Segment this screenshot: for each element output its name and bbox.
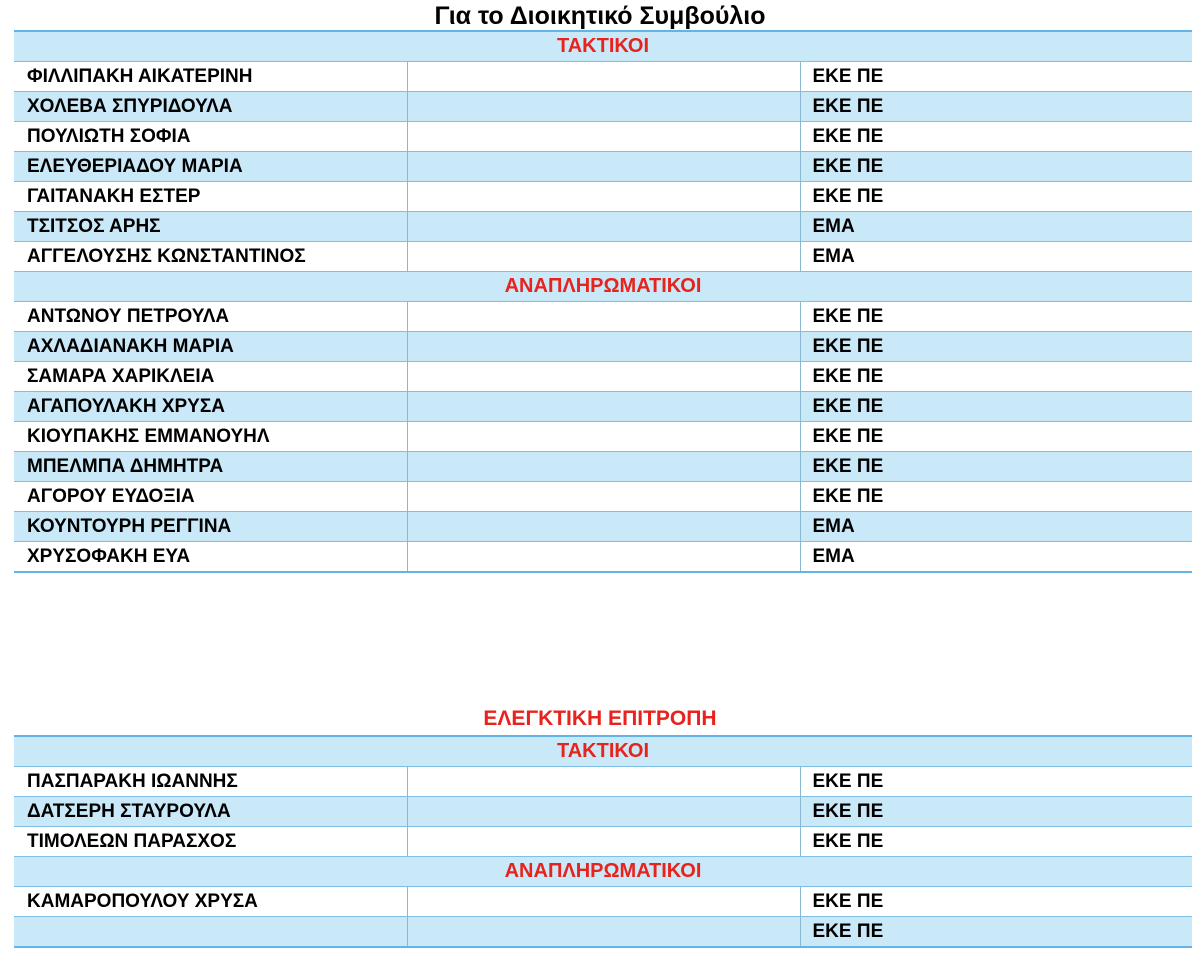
member-row (14, 332, 1192, 362)
member-union: ΕΚΕ ΠΕ (800, 887, 1192, 917)
board-regular-label: ΤΑΚΤΙΚΟΙ (14, 31, 1192, 62)
board-title: Για το Διοικητικό Συμβούλιο (434, 2, 766, 30)
empty-cell (407, 362, 800, 392)
empty-cell (407, 212, 800, 242)
member-union: ΕΜΑ (800, 542, 1192, 573)
member-name: ΚΑΜΑΡΟΠΟΥΛΟΥ ΧΡΥΣΑ (14, 887, 407, 917)
member-row (14, 92, 1192, 122)
member-row (14, 767, 1192, 797)
empty-cell (407, 827, 800, 857)
empty-cell (407, 452, 800, 482)
member-row (14, 887, 1192, 917)
member-union: ΕΜΑ (800, 512, 1192, 542)
member-union: ΕΚΕ ΠΕ (800, 362, 1192, 392)
member-name: ΧΟΛΕΒΑ ΣΠΥΡΙΔΟΥΛΑ (14, 92, 407, 122)
empty-cell (407, 122, 800, 152)
member-name: ΑΓΟΡΟΥ ΕΥΔΟΞΙΑ (14, 482, 407, 512)
member-row (14, 482, 1192, 512)
member-name: ΧΡΥΣΟΦΑΚΗ ΕΥΑ (14, 542, 407, 573)
empty-cell (407, 767, 800, 797)
member-row (14, 122, 1192, 152)
empty-cell (407, 182, 800, 212)
empty-cell (407, 542, 800, 573)
empty-cell (407, 332, 800, 362)
member-row (14, 182, 1192, 212)
board-alternates-label: ΑΝΑΠΛΗΡΩΜΑΤΙΚΟΙ (14, 272, 1192, 302)
member-row (14, 452, 1192, 482)
empty-cell (407, 512, 800, 542)
board-regular-header (14, 31, 1192, 62)
member-row (14, 152, 1192, 182)
member-name: ΓΑΙΤΑΝΑΚΗ ΕΣΤΕΡ (14, 182, 407, 212)
member-union: ΕΚΕ ΠΕ (800, 332, 1192, 362)
member-name: ΚΙΟΥΠΑΚΗΣ ΕΜΜΑΝΟΥΗΛ (14, 422, 407, 452)
member-name: ΤΣΙΤΣΟΣ ΑΡΗΣ (14, 212, 407, 242)
member-row (14, 512, 1192, 542)
member-row (14, 422, 1192, 452)
member-name: ΑΓΓΕΛΟΥΣΗΣ ΚΩΝΣΤΑΝΤΙΝΟΣ (14, 242, 407, 272)
member-row (14, 392, 1192, 422)
member-union: ΕΚΕ ΠΕ (800, 392, 1192, 422)
member-row (14, 362, 1192, 392)
member-union: ΕΚΕ ΠΕ (800, 452, 1192, 482)
member-row (14, 242, 1192, 272)
empty-cell (407, 797, 800, 827)
member-union: ΕΚΕ ΠΕ (800, 92, 1192, 122)
audit-alternates-header (14, 857, 1192, 887)
audit-regular-label: ΤΑΚΤΙΚΟΙ (14, 736, 1192, 767)
member-name: ΜΠΕΛΜΠΑ ΔΗΜΗΤΡΑ (14, 452, 407, 482)
member-union: ΕΚΕ ΠΕ (800, 797, 1192, 827)
member-row (14, 827, 1192, 857)
member-union: ΕΚΕ ΠΕ (800, 422, 1192, 452)
empty-cell (407, 92, 800, 122)
member-union: ΕΚΕ ΠΕ (800, 302, 1192, 332)
member-union: ΕΚΕ ΠΕ (800, 182, 1192, 212)
member-row (14, 797, 1192, 827)
board-alternates-header (14, 272, 1192, 302)
member-name: ΑΓΑΠΟΥΛΑΚΗ ΧΡΥΣΑ (14, 392, 407, 422)
audit-table (14, 735, 1192, 948)
member-union: ΕΚΕ ΠΕ (800, 482, 1192, 512)
empty-cell (407, 62, 800, 92)
member-row (14, 302, 1192, 332)
member-row (14, 917, 1192, 948)
member-name: ΕΛΕΥΘΕΡΙΑΔΟΥ ΜΑΡΙΑ (14, 152, 407, 182)
member-name: ΤΙΜΟΛΕΩΝ ΠΑΡΑΣΧΟΣ (14, 827, 407, 857)
member-union: ΕΚΕ ΠΕ (800, 152, 1192, 182)
member-name: ΔΑΤΣΕΡΗ ΣΤΑΥΡΟΥΛΑ (14, 797, 407, 827)
empty-cell (407, 302, 800, 332)
empty-cell (407, 887, 800, 917)
member-union: ΕΜΑ (800, 242, 1192, 272)
member-union: ΕΚΕ ΠΕ (800, 917, 1192, 948)
member-name: ΠΑΣΠΑΡΑΚΗ ΙΩΑΝΝΗΣ (14, 767, 407, 797)
audit-regular-header (14, 736, 1192, 767)
member-union: ΕΚΕ ΠΕ (800, 62, 1192, 92)
member-row (14, 542, 1192, 573)
member-union: ΕΜΑ (800, 212, 1192, 242)
member-name: ΑΧΛΑΔΙΑΝΑΚΗ ΜΑΡΙΑ (14, 332, 407, 362)
board-table (14, 30, 1192, 573)
member-name: ΚΟΥΝΤΟΥΡΗ ΡΕΓΓΙΝΑ (14, 512, 407, 542)
empty-cell (407, 422, 800, 452)
empty-cell (407, 152, 800, 182)
empty-cell (407, 392, 800, 422)
audit-title: ΕΛΕΓΚΤΙΚΗ ΕΠΙΤΡΟΠΗ (483, 707, 717, 730)
empty-cell (407, 482, 800, 512)
empty-cell (407, 917, 800, 948)
member-union: ΕΚΕ ΠΕ (800, 122, 1192, 152)
member-name: ΠΟΥΛΙΩΤΗ ΣΟΦΙΑ (14, 122, 407, 152)
audit-alternates-label: ΑΝΑΠΛΗΡΩΜΑΤΙΚΟΙ (14, 857, 1192, 887)
member-name (14, 917, 407, 948)
empty-cell (407, 242, 800, 272)
member-name: ΑΝΤΩΝΟΥ ΠΕΤΡΟΥΛΑ (14, 302, 407, 332)
member-union: ΕΚΕ ΠΕ (800, 767, 1192, 797)
member-row (14, 62, 1192, 92)
member-name: ΦΙΛΛΙΠΑΚΗ ΑΙΚΑΤΕΡΙΝΗ (14, 62, 407, 92)
member-union: ΕΚΕ ΠΕ (800, 827, 1192, 857)
member-name: ΣΑΜΑΡΑ ΧΑΡΙΚΛΕΙΑ (14, 362, 407, 392)
member-row (14, 212, 1192, 242)
